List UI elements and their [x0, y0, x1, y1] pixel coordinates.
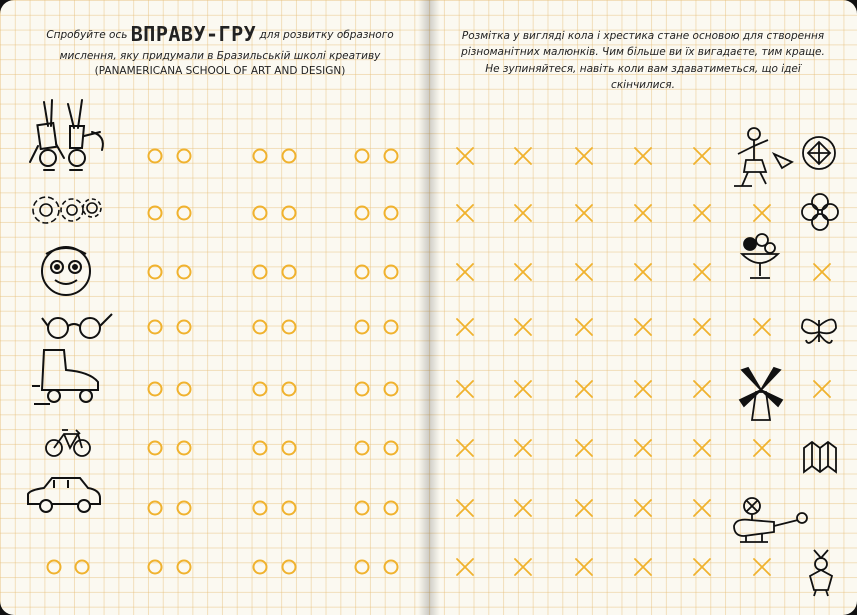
circle-mark: [254, 207, 267, 220]
cross-mark: [814, 264, 830, 280]
circle-mark: [254, 150, 267, 163]
cross-mark: [694, 500, 710, 516]
cross-mark: [694, 440, 710, 456]
four-petal-flower-icon: [800, 192, 840, 232]
cross-mark: [515, 440, 531, 456]
circle-mark: [178, 502, 191, 515]
circle-mark: [356, 266, 369, 279]
cross-mark: [576, 319, 592, 335]
cross-mark: [515, 148, 531, 164]
circle-mark: [149, 502, 162, 515]
circle-mark: [178, 561, 191, 574]
cross-mark: [515, 500, 531, 516]
circle-mark: [283, 502, 296, 515]
cross-mark: [635, 559, 651, 575]
circle-mark: [254, 266, 267, 279]
circle-mark: [385, 561, 398, 574]
cross-mark: [635, 264, 651, 280]
butterfly-icon: [798, 312, 840, 348]
circle-mark: [178, 207, 191, 220]
circle-mark: [385, 442, 398, 455]
cross-mark: [515, 319, 531, 335]
fruit-bowl-icon: [738, 232, 782, 284]
cross-mark: [635, 500, 651, 516]
circle-mark: [254, 561, 267, 574]
circle-mark: [283, 561, 296, 574]
cross-mark: [457, 205, 473, 221]
circle-mark: [385, 266, 398, 279]
cross-mark: [576, 500, 592, 516]
circle-mark: [356, 150, 369, 163]
cross-mark: [694, 205, 710, 221]
cross-mark: [814, 381, 830, 397]
circle-mark: [178, 266, 191, 279]
car-icon: [24, 474, 104, 516]
circle-mark: [356, 383, 369, 396]
cross-mark: [515, 264, 531, 280]
cross-mark: [576, 205, 592, 221]
cross-mark: [576, 559, 592, 575]
circle-mark: [149, 561, 162, 574]
cross-mark: [457, 381, 473, 397]
cross-mark: [694, 559, 710, 575]
intro-after: для розвитку образного мислення, яку придумали в Бразильській школі креативу: [59, 29, 394, 62]
circle-mark: [356, 207, 369, 220]
cross-mark: [754, 440, 770, 456]
circle-mark: [283, 150, 296, 163]
circle-mark: [385, 502, 398, 515]
circle-mark: [283, 442, 296, 455]
cross-mark: [635, 205, 651, 221]
circle-mark: [356, 561, 369, 574]
handstand-kids-icon: [24, 96, 114, 176]
cross-mark: [457, 440, 473, 456]
circle-mark: [149, 383, 162, 396]
circle-mark: [356, 321, 369, 334]
circle-mark: [48, 561, 61, 574]
cross-mark: [515, 381, 531, 397]
circle-mark: [149, 442, 162, 455]
cross-mark: [635, 440, 651, 456]
smiling-face-icon: [26, 244, 106, 298]
helicopter-icon: [726, 496, 812, 548]
circle-mark: [385, 150, 398, 163]
cross-mark: [694, 319, 710, 335]
circle-mark: [385, 383, 398, 396]
circle-mark: [178, 442, 191, 455]
right-intro-text: Розмітка у вигляді кола і хрестика стане основою для створення різноманітних малюнків. Чим більше ви їх вигадаєте, тим краще. Не зупиняйтеся, навіть коли вам здаватиметься, що ідеї скінчилися.: [461, 30, 825, 91]
circle-mark: [178, 383, 191, 396]
windmill-icon: [738, 366, 784, 424]
circle-mark: [149, 321, 162, 334]
cross-mark: [635, 319, 651, 335]
cross-mark: [635, 381, 651, 397]
cross-mark: [457, 500, 473, 516]
ornament-circle-icon: [800, 134, 838, 172]
cross-mark: [576, 381, 592, 397]
cross-mark: [457, 319, 473, 335]
circle-mark: [254, 321, 267, 334]
circle-mark: [178, 150, 191, 163]
cross-mark: [576, 440, 592, 456]
circle-mark: [283, 207, 296, 220]
circle-mark: [385, 207, 398, 220]
circle-mark: [283, 321, 296, 334]
circle-mark: [149, 207, 162, 220]
cross-mark: [576, 264, 592, 280]
cross-mark: [754, 205, 770, 221]
circle-mark: [356, 442, 369, 455]
cross-mark: [457, 148, 473, 164]
circle-mark: [254, 502, 267, 515]
cross-mark: [694, 381, 710, 397]
cross-mark: [694, 264, 710, 280]
paper-cups-icon: [800, 438, 840, 478]
circle-mark: [178, 321, 191, 334]
dancing-figure-icon: [722, 124, 798, 190]
cross-mark: [754, 559, 770, 575]
cross-mark: [515, 205, 531, 221]
intro-highlight: ВПРАВУ-ГРУ: [130, 22, 257, 46]
circle-mark: [76, 561, 89, 574]
intro-before: Спробуйте ось: [46, 29, 128, 41]
circle-mark: [283, 266, 296, 279]
cross-mark: [754, 319, 770, 335]
cross-mark: [576, 148, 592, 164]
circle-mark: [356, 502, 369, 515]
intro-school: (PANAMERICANA SCHOOL OF ART AND DESIGN): [94, 65, 346, 78]
circle-mark: [385, 321, 398, 334]
cross-mark: [694, 148, 710, 164]
roller-skate-icon: [30, 346, 108, 406]
cross-mark: [515, 559, 531, 575]
circle-mark: [283, 383, 296, 396]
glasses-icon: [40, 308, 114, 342]
circle-mark: [254, 383, 267, 396]
circle-mark: [149, 150, 162, 163]
circle-mark: [149, 266, 162, 279]
woman-figure-icon: [804, 546, 838, 598]
circle-mark: [254, 442, 267, 455]
flowers-icon: [30, 190, 102, 230]
cross-mark: [457, 559, 473, 575]
cross-mark: [635, 148, 651, 164]
bicycle-icon: [44, 424, 92, 460]
cross-mark: [457, 264, 473, 280]
